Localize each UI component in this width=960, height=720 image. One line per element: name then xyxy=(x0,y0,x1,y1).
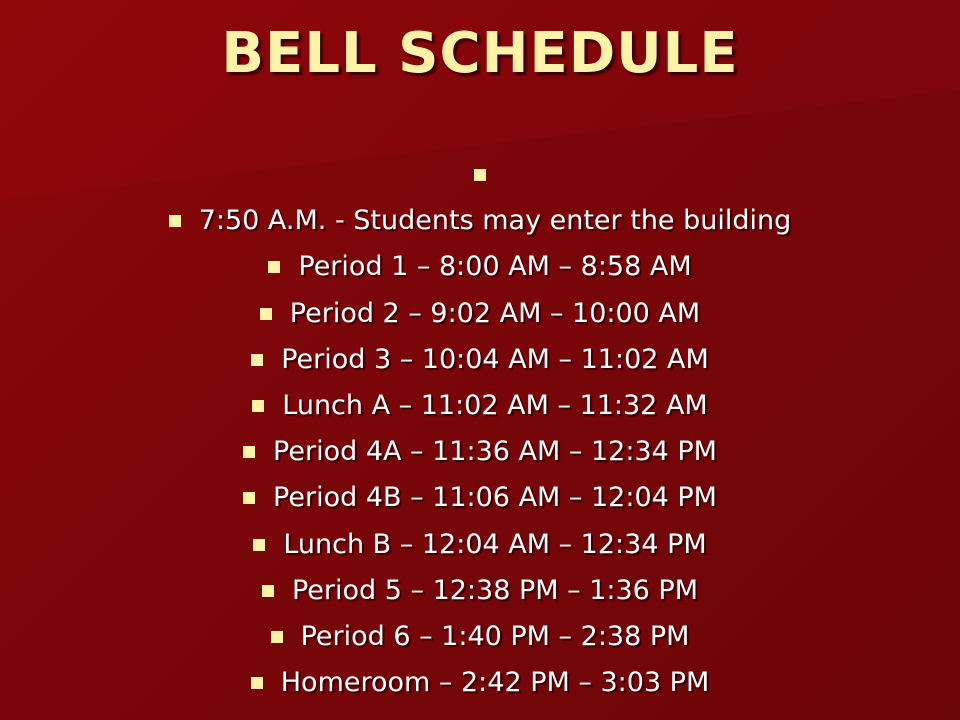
square-bullet-icon xyxy=(169,215,181,227)
square-bullet-icon xyxy=(243,492,255,504)
schedule-item-empty xyxy=(0,152,960,198)
schedule-item-text: Homeroom – 2:42 PM – 3:03 PM xyxy=(280,667,710,699)
schedule-item-period-6 xyxy=(0,614,960,660)
schedule-item-text: Lunch B – 12:04 AM – 12:34 PM xyxy=(283,528,707,560)
schedule-item-text: 7:50 A.M. - Students may enter the building xyxy=(198,205,792,237)
schedule-item-text: Period 4A – 11:36 AM – 12:34 PM xyxy=(273,436,717,468)
schedule-list xyxy=(0,152,960,706)
square-bullet-icon xyxy=(474,169,486,181)
schedule-item-period-4a xyxy=(0,429,960,475)
schedule-item-text: Lunch A – 11:02 AM – 11:32 AM xyxy=(282,390,708,422)
square-bullet-icon xyxy=(262,585,274,597)
schedule-item-homeroom xyxy=(0,660,960,706)
slide-title: BELL SCHEDULE xyxy=(221,21,739,86)
schedule-item-entry xyxy=(0,198,960,244)
schedule-item-text: Period 3 – 10:04 AM – 11:02 AM xyxy=(281,343,709,375)
schedule-item-text: Period 4B – 11:06 AM – 12:04 PM xyxy=(273,482,717,514)
square-bullet-icon xyxy=(268,261,280,273)
schedule-item-text: Period 2 – 9:02 AM – 10:00 AM xyxy=(289,297,701,329)
schedule-item-text: Period 5 – 12:38 PM – 1:36 PM xyxy=(291,574,699,606)
schedule-item-period-3 xyxy=(0,337,960,383)
schedule-item-lunch-a xyxy=(0,383,960,429)
schedule-item-text: Period 1 – 8:00 AM – 8:58 AM xyxy=(298,251,692,283)
square-bullet-icon xyxy=(260,308,272,320)
schedule-item-text: Period 6 – 1:40 PM – 2:38 PM xyxy=(300,620,690,652)
schedule-item-lunch-b xyxy=(0,522,960,568)
schedule-item-period-5 xyxy=(0,568,960,614)
square-bullet-icon xyxy=(251,677,263,689)
square-bullet-icon xyxy=(253,539,265,551)
schedule-item-period-1 xyxy=(0,244,960,290)
square-bullet-icon xyxy=(271,631,283,643)
schedule-item-period-2 xyxy=(0,291,960,337)
schedule-item-period-4b xyxy=(0,475,960,521)
square-bullet-icon xyxy=(251,354,263,366)
square-bullet-icon xyxy=(252,400,264,412)
square-bullet-icon xyxy=(243,446,255,458)
